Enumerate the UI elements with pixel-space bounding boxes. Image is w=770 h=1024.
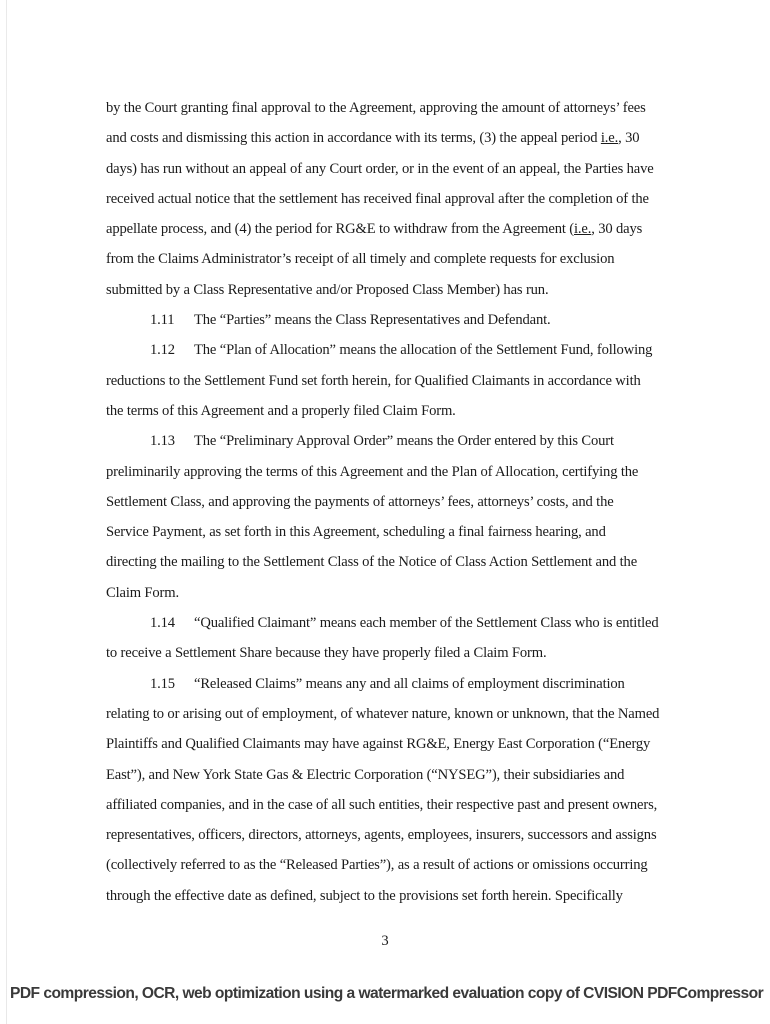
line-text: submitted by a Class Representative and/or Proposed Class Member) has run.: [106, 281, 549, 298]
section-line: [106, 426, 676, 456]
text-line: [106, 396, 676, 426]
line-text: The “Parties” means the Class Representatives and Defendant.: [194, 312, 551, 329]
text-line: [106, 244, 676, 274]
text-line: [106, 517, 676, 547]
line-text: The “Plan of Allocation” means the allocation of the Settlement Fund, following: [194, 342, 653, 359]
line-text: The “Preliminary Approval Order” means the Order entered by this Court: [194, 433, 614, 450]
line-text: directing the mailing to the Settlement Class of the Notice of Class Action Settlement and the: [106, 554, 638, 571]
line-text: Plaintiffs and Qualified Claimants may have against RG&E, Energy East Corporation (“Energy: [106, 736, 651, 753]
text-line: [106, 214, 676, 244]
text-line: [106, 638, 676, 668]
text-line: [106, 366, 676, 396]
text-line: [106, 487, 676, 517]
line-text: and costs and dismissing this action in accordance with its terms, (3) the appeal period: [106, 130, 601, 147]
section-line: [106, 608, 676, 638]
line-text: appellate process, and (4) the period for RG&E to withdraw from the Agreement (: [106, 221, 574, 238]
section-number: 1.14: [150, 615, 175, 632]
text-line: [106, 729, 676, 759]
line-text: by the Court granting final approval to the Agreement, approving the amount of attorneys’ fees: [106, 100, 646, 116]
section-number: 1.13: [150, 433, 175, 450]
section-line: [106, 669, 676, 699]
text-line: [106, 275, 676, 305]
section-number: 1.15: [150, 675, 175, 692]
line-text: (collectively referred to as the “Released Parties”), as a result of actions or omissions occurring: [106, 857, 648, 874]
section-line: [106, 335, 676, 365]
section-number: 1.11: [150, 312, 175, 329]
scan-edge-line: [6, 0, 7, 1024]
line-text: through the effective date as defined, subject to the provisions set forth herein. Specifically: [106, 887, 623, 904]
section-number: 1.12: [150, 342, 175, 359]
line-text-after: , 30: [618, 130, 640, 147]
line-text: “Qualified Claimant” means each member of the Settlement Class who is entitled: [194, 615, 659, 632]
line-text: preliminarily approving the terms of this Agreement and the Plan of Allocation, certifying the: [106, 463, 639, 480]
text-line: [106, 123, 676, 153]
line-text: East”), and New York State Gas & Electric Corporation (“NYSEG”), their subsidiaries and: [106, 766, 625, 783]
line-text: from the Claims Administrator’s receipt of all timely and complete requests for exclusion: [106, 251, 615, 268]
line-text-after: , 30 days: [591, 221, 643, 238]
text-line: [106, 547, 676, 577]
line-text: relating to or arising out of employment, of whatever nature, known or unknown, that the Named: [106, 705, 660, 722]
line-text: the terms of this Agreement and a properly filed Claim Form.: [106, 402, 456, 419]
line-text: “Released Claims” means any and all claims of employment discrimination: [194, 675, 625, 692]
watermark-banner: PDF compression, OCR, web optimization using a watermarked evaluation copy of CVISION PDFCompressor: [10, 985, 764, 1002]
line-text: received actual notice that the settlement has received final approval after the completion of the: [106, 190, 649, 207]
text-line: [106, 578, 676, 608]
line-text: affiliated companies, and in the case of all such entities, their respective past and present owners,: [106, 796, 658, 813]
text-line: [106, 154, 676, 184]
underlined-text: i.e.: [573, 221, 592, 238]
line-text: Settlement Class, and approving the payments of attorneys’ fees, attorneys’ costs, and the: [106, 493, 614, 510]
text-line: [106, 457, 676, 487]
line-text: days) has run without an appeal of any Court order, or in the event of an appeal, the Parties have: [106, 160, 654, 177]
line-text: to receive a Settlement Share because they have properly filed a Claim Form.: [106, 645, 547, 662]
body-text: [106, 93, 676, 911]
text-line: [106, 184, 676, 214]
text-line: [106, 760, 676, 790]
line-text: Service Payment, as set forth in this Agreement, scheduling a final fairness hearing, and: [106, 524, 606, 541]
text-line: [106, 881, 676, 911]
text-line: [106, 699, 676, 729]
text-line: [106, 790, 676, 820]
text-line: [106, 93, 676, 123]
line-text: Claim Form.: [106, 584, 179, 601]
line-text: reductions to the Settlement Fund set forth herein, for Qualified Claimants in accordance with: [106, 372, 641, 389]
line-text: representatives, officers, directors, attorneys, agents, employees, insurers, successors and assigns: [106, 827, 657, 844]
text-line: [106, 850, 676, 880]
underlined-text: i.e.: [600, 130, 619, 147]
text-line: [106, 820, 676, 850]
section-line: [106, 305, 676, 335]
page-number: 3: [381, 933, 389, 949]
